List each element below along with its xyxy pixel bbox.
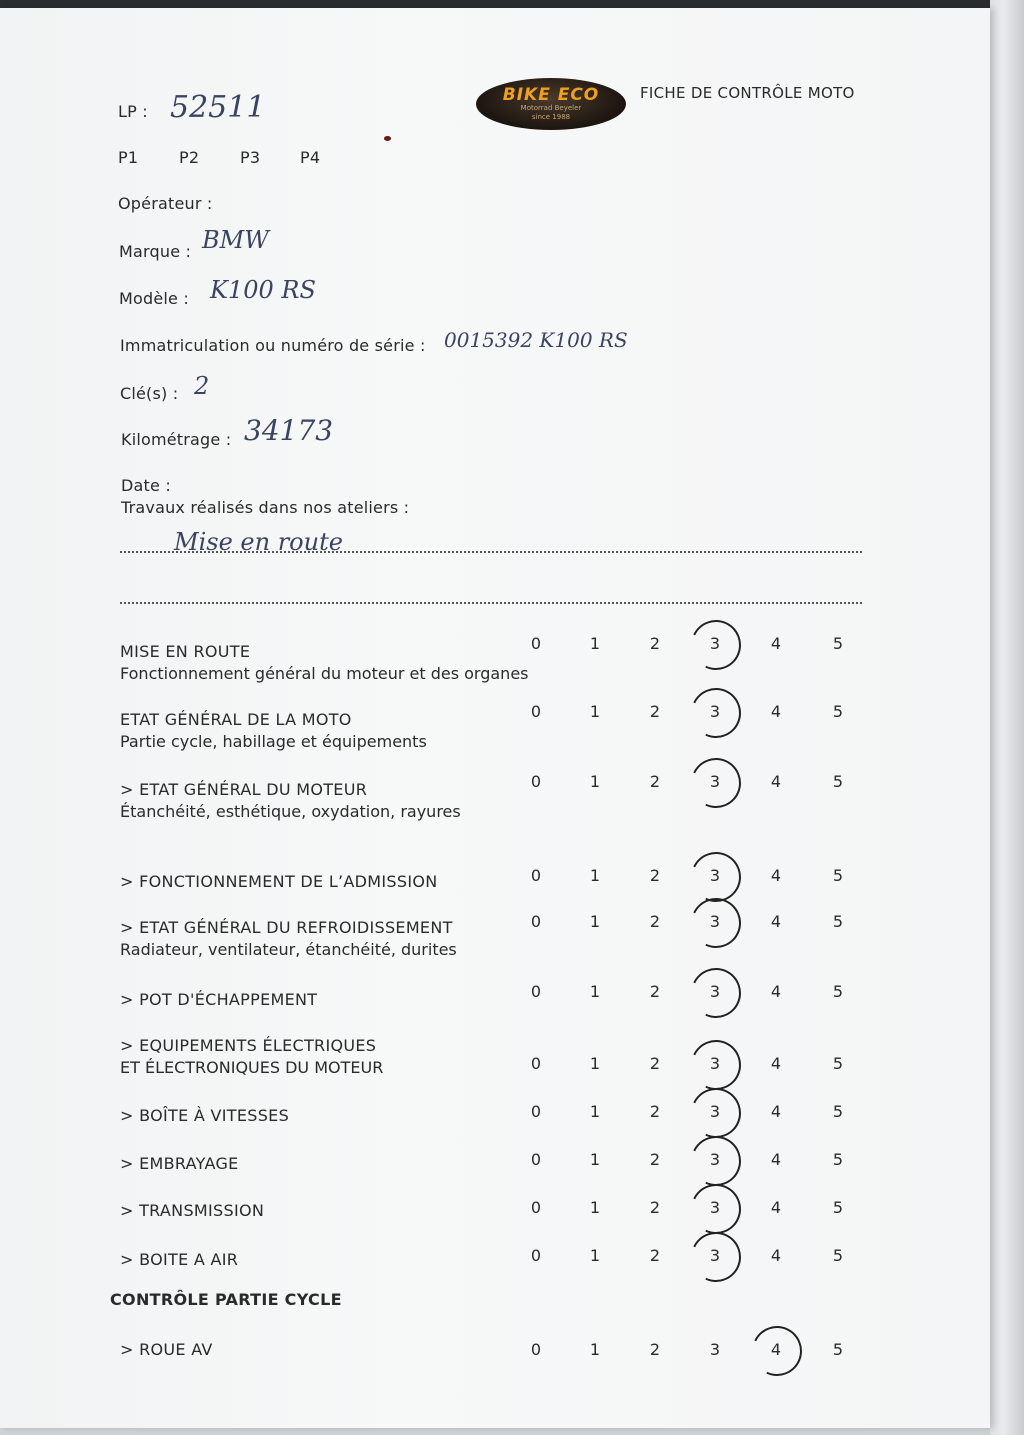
score-option-5[interactable]: 5 — [832, 1340, 844, 1359]
cles-label: Clé(s) : — [120, 384, 179, 403]
score-option-1[interactable]: 1 — [589, 866, 601, 885]
score-option-0[interactable]: 0 — [530, 1150, 542, 1169]
score-option-5[interactable]: 5 — [832, 1102, 844, 1121]
position-p1: P1 — [118, 148, 139, 167]
score-option-4[interactable]: 4 — [770, 912, 782, 931]
score-option-0[interactable]: 0 — [530, 912, 542, 931]
score-option-1[interactable]: 1 — [589, 912, 601, 931]
immatriculation-value: 0015392 K100 RS — [444, 328, 628, 352]
score-option-3[interactable]: 3 — [709, 866, 721, 885]
dotted-line-2 — [120, 602, 862, 604]
selected-score-circle — [684, 1225, 748, 1289]
selected-score-circle — [684, 961, 748, 1025]
check-row-subtitle: Radiateur, ventilateur, étanchéité, durites — [120, 940, 457, 959]
score-option-1[interactable]: 1 — [589, 1246, 601, 1265]
bike-eco-logo — [476, 78, 626, 130]
check-row-title: > TRANSMISSION — [120, 1201, 265, 1220]
score-option-1[interactable]: 1 — [589, 1198, 601, 1217]
score-option-3[interactable]: 3 — [709, 1150, 721, 1169]
score-option-0[interactable]: 0 — [530, 982, 542, 1001]
operateur-label: Opérateur : — [118, 194, 213, 213]
score-option-0[interactable]: 0 — [530, 1340, 542, 1359]
section-partie-cycle: CONTRÔLE PARTIE CYCLE — [110, 1290, 342, 1309]
score-option-4[interactable]: 4 — [770, 1102, 782, 1121]
position-p2: P2 — [179, 148, 200, 167]
check-row-title: > EQUIPEMENTS ÉLECTRIQUES — [120, 1036, 377, 1055]
score-option-3[interactable]: 3 — [709, 1246, 721, 1265]
check-row-title: > POT D'ÉCHAPPEMENT — [120, 990, 318, 1009]
logo-subtitle: Motorrad Beyeler — [520, 104, 582, 112]
score-option-1[interactable]: 1 — [589, 702, 601, 721]
score-option-5[interactable]: 5 — [832, 982, 844, 1001]
score-option-3[interactable]: 3 — [709, 772, 721, 791]
score-option-4[interactable]: 4 — [770, 702, 782, 721]
score-option-4[interactable]: 4 — [770, 634, 782, 653]
score-option-2[interactable]: 2 — [649, 702, 661, 721]
score-option-0[interactable]: 0 — [530, 866, 542, 885]
logo-brand: BIKE ECO — [502, 85, 600, 105]
position-p3: P3 — [240, 148, 261, 167]
score-option-1[interactable]: 1 — [589, 1054, 601, 1073]
selected-score-circle — [684, 613, 748, 677]
selected-score-circle — [745, 1319, 809, 1383]
lp-label: LP : — [118, 102, 148, 121]
score-option-2[interactable]: 2 — [649, 1054, 661, 1073]
score-option-1[interactable]: 1 — [589, 982, 601, 1001]
marque-label: Marque : — [119, 242, 192, 261]
modele-value: K100 RS — [210, 276, 316, 304]
ink-spot — [384, 136, 391, 141]
score-option-4[interactable]: 4 — [770, 1150, 782, 1169]
score-option-3[interactable]: 3 — [709, 1102, 721, 1121]
score-option-3[interactable]: 3 — [709, 702, 721, 721]
score-option-0[interactable]: 0 — [530, 1054, 542, 1073]
score-option-5[interactable]: 5 — [832, 866, 844, 885]
check-row-title: > BOITE A AIR — [120, 1250, 239, 1269]
travaux-label: Travaux réalisés dans nos ateliers : — [121, 498, 410, 517]
position-p4: P4 — [300, 148, 321, 167]
score-option-3[interactable]: 3 — [709, 1054, 721, 1073]
score-option-5[interactable]: 5 — [832, 1054, 844, 1073]
cles-value: 2 — [194, 372, 210, 400]
score-option-2[interactable]: 2 — [649, 772, 661, 791]
modele-label: Modèle : — [119, 289, 189, 308]
score-option-2[interactable]: 2 — [649, 634, 661, 653]
check-row-subtitle: Partie cycle, habillage et équipements — [120, 732, 427, 751]
score-option-5[interactable]: 5 — [832, 634, 844, 653]
score-option-3[interactable]: 3 — [709, 982, 721, 1001]
date-label: Date : — [121, 476, 171, 495]
selected-score-circle — [684, 681, 748, 745]
check-row-subtitle: ET ÉLECTRONIQUES DU MOTEUR — [120, 1058, 384, 1077]
score-option-3[interactable]: 3 — [709, 634, 721, 653]
score-option-0[interactable]: 0 — [530, 1198, 542, 1217]
kilometrage-label: Kilométrage : — [121, 430, 232, 449]
score-option-4[interactable]: 4 — [770, 866, 782, 885]
score-option-1[interactable]: 1 — [589, 772, 601, 791]
score-option-1[interactable]: 1 — [589, 1150, 601, 1169]
score-option-3[interactable]: 3 — [709, 1340, 721, 1359]
check-row-title: MISE EN ROUTE — [120, 642, 251, 661]
check-row-title: > FONCTIONNEMENT DE L’ADMISSION — [120, 872, 438, 891]
score-option-2[interactable]: 2 — [649, 1246, 661, 1265]
control-sheet — [0, 8, 990, 1428]
selected-score-circle — [684, 751, 748, 815]
dotted-line-1 — [120, 551, 862, 553]
check-row-title: > BOÎTE À VITESSES — [120, 1106, 290, 1125]
score-option-1[interactable]: 1 — [589, 634, 601, 653]
cycle-title: > ROUE AV — [120, 1340, 213, 1359]
paper-stack-edge — [990, 0, 1024, 1435]
score-option-2[interactable]: 2 — [649, 866, 661, 885]
score-option-4[interactable]: 4 — [770, 772, 782, 791]
score-option-0[interactable]: 0 — [530, 634, 542, 653]
score-option-4[interactable]: 4 — [770, 1246, 782, 1265]
score-option-5[interactable]: 5 — [832, 1198, 844, 1217]
score-option-4[interactable]: 4 — [770, 1340, 782, 1359]
score-option-2[interactable]: 2 — [649, 912, 661, 931]
check-row-title: > EMBRAYAGE — [120, 1154, 239, 1173]
score-option-2[interactable]: 2 — [649, 982, 661, 1001]
score-option-2[interactable]: 2 — [649, 1102, 661, 1121]
score-option-4[interactable]: 4 — [770, 982, 782, 1001]
score-option-5[interactable]: 5 — [832, 702, 844, 721]
score-option-2[interactable]: 2 — [649, 1198, 661, 1217]
travaux-value: Mise en route — [174, 528, 343, 556]
kilometrage-value: 34173 — [244, 414, 334, 447]
score-option-4[interactable]: 4 — [770, 1198, 782, 1217]
score-option-3[interactable]: 3 — [709, 912, 721, 931]
check-row-subtitle: Étanchéité, esthétique, oxydation, rayures — [120, 802, 461, 821]
score-option-5[interactable]: 5 — [832, 772, 844, 791]
score-option-4[interactable]: 4 — [770, 1054, 782, 1073]
score-option-2[interactable]: 2 — [649, 1150, 661, 1169]
score-option-2[interactable]: 2 — [649, 1340, 661, 1359]
score-option-5[interactable]: 5 — [832, 1150, 844, 1169]
check-row-title: ETAT GÉNÉRAL DE LA MOTO — [120, 710, 352, 729]
form-title: FICHE DE CONTRÔLE MOTO — [640, 84, 855, 102]
check-row-title: > ETAT GÉNÉRAL DU REFROIDISSEMENT — [120, 918, 453, 937]
score-option-5[interactable]: 5 — [832, 912, 844, 931]
score-option-0[interactable]: 0 — [530, 702, 542, 721]
score-option-0[interactable]: 0 — [530, 1102, 542, 1121]
score-option-0[interactable]: 0 — [530, 772, 542, 791]
marque-value: BMW — [202, 226, 269, 254]
lp-value: 52511 — [170, 90, 266, 125]
score-option-3[interactable]: 3 — [709, 1198, 721, 1217]
check-row-subtitle: Fonctionnement général du moteur et des organes — [120, 664, 529, 683]
score-option-5[interactable]: 5 — [832, 1246, 844, 1265]
logo-since: since 1988 — [531, 113, 571, 121]
score-option-1[interactable]: 1 — [589, 1102, 601, 1121]
check-row-title: > ETAT GÉNÉRAL DU MOTEUR — [120, 780, 368, 799]
score-option-1[interactable]: 1 — [589, 1340, 601, 1359]
selected-score-circle — [684, 891, 748, 955]
score-option-0[interactable]: 0 — [530, 1246, 542, 1265]
immatriculation-label: Immatriculation ou numéro de série : — [120, 336, 426, 355]
